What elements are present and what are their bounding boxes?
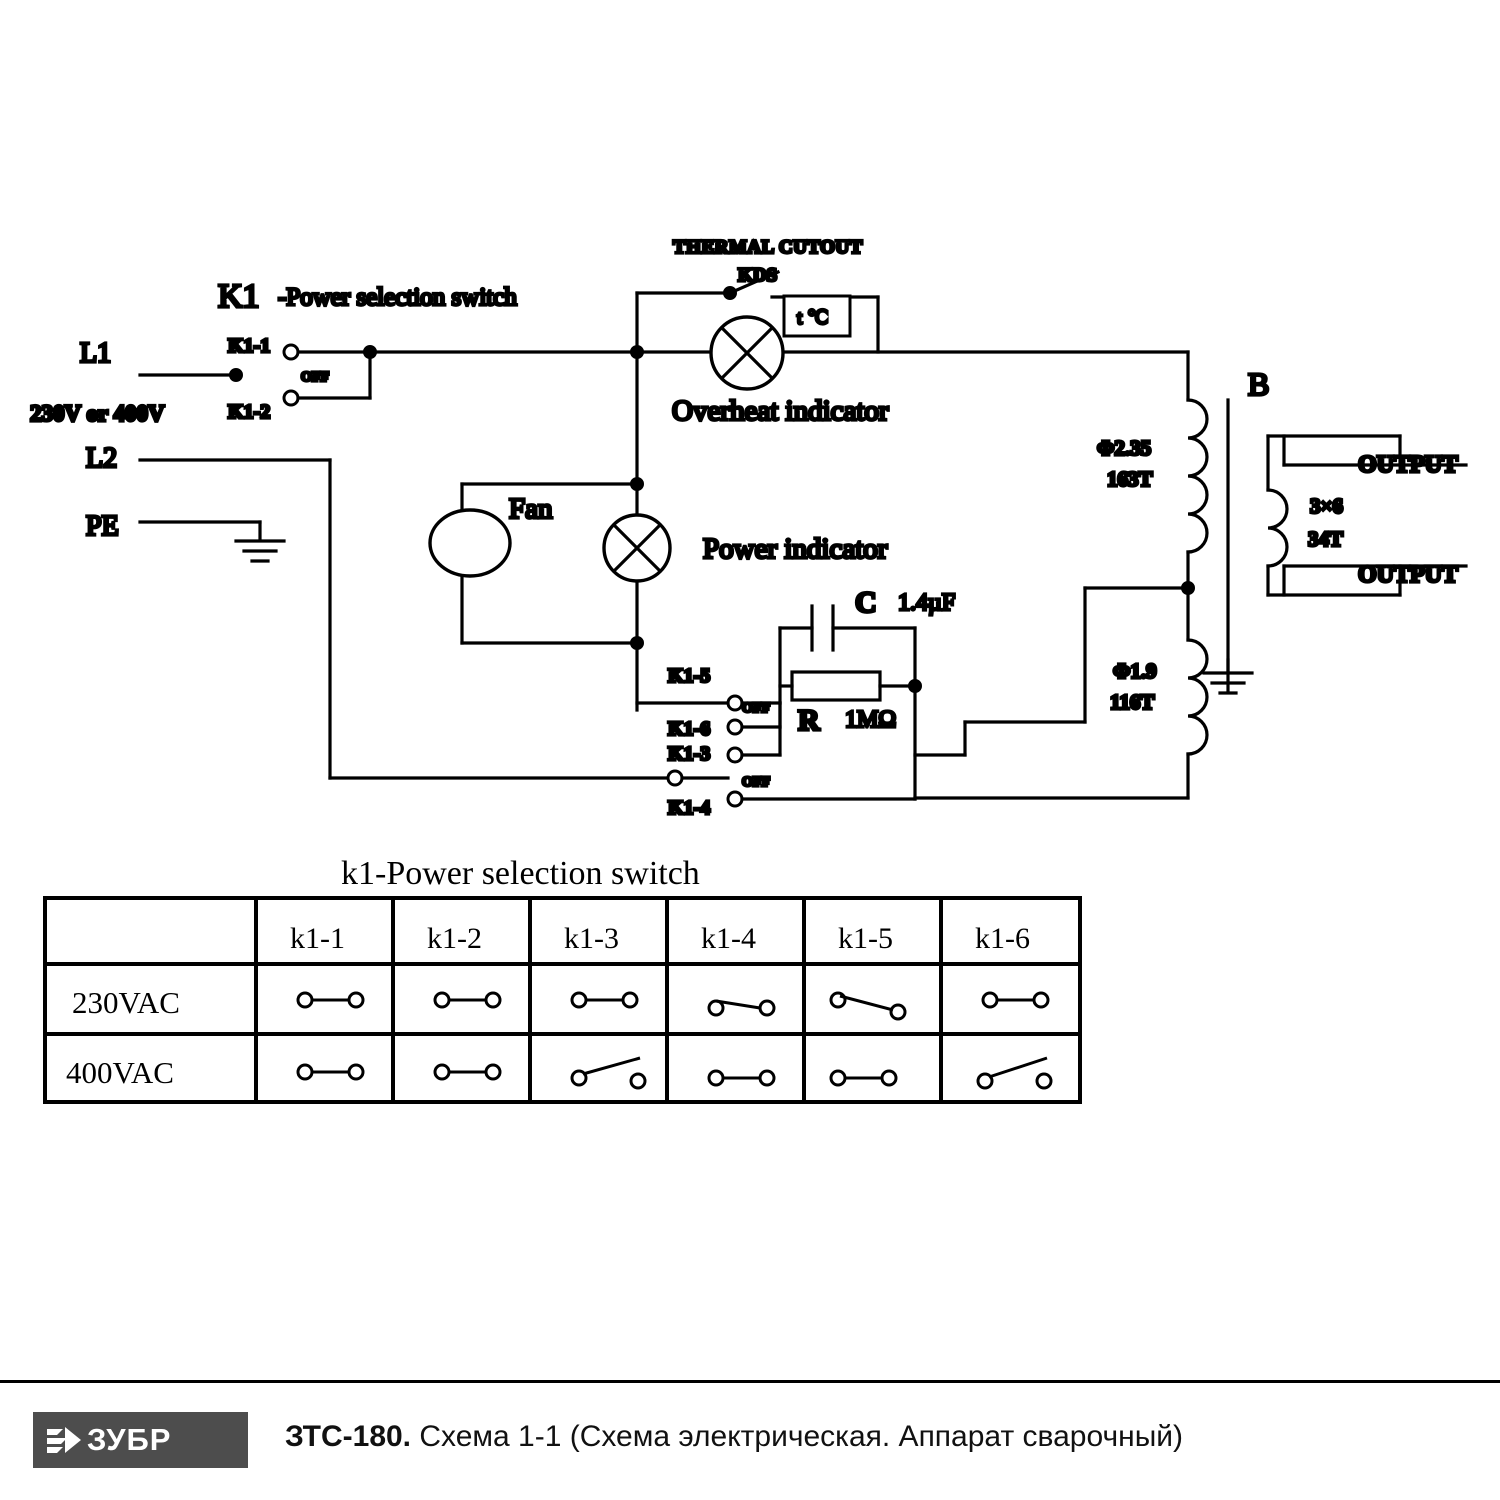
table-row-label-230: 230VAC bbox=[72, 985, 180, 1020]
label-transformer: B bbox=[1248, 366, 1270, 402]
label-secondary-wire: 3×6 bbox=[1310, 494, 1343, 518]
table-col-k1-1: k1-1 bbox=[290, 922, 345, 955]
label-supply: 230V or 400V bbox=[30, 401, 165, 426]
label-fan: Fan bbox=[509, 493, 553, 525]
footer-model: ЗТС-180. bbox=[285, 1420, 412, 1453]
table-col-k1-3: k1-3 bbox=[564, 922, 619, 955]
label-output-top: OUTPUT bbox=[1358, 452, 1459, 478]
switch-table bbox=[45, 855, 1080, 1102]
table-row-label-400: 400VAC bbox=[66, 1055, 174, 1090]
label-overheat-indicator: Overheat indicator bbox=[672, 395, 889, 427]
table-title: k1-Power selection switch bbox=[341, 855, 700, 892]
brand-name: ЗУБР bbox=[87, 1422, 172, 1457]
table-col-k1-2: k1-2 bbox=[427, 922, 482, 955]
label-k1-5: K1-5 bbox=[668, 665, 711, 687]
label-winding1-turns: 163T bbox=[1107, 467, 1153, 491]
k1-title-sub: -Power selection switch bbox=[278, 284, 517, 311]
label-off-1: OFF bbox=[301, 370, 329, 385]
footer-divider bbox=[0, 1380, 1500, 1383]
k1-title: K1 bbox=[218, 278, 260, 315]
label-off-3: OFF bbox=[742, 775, 770, 790]
footer-caption-text: Схема 1-1 (Схема электрическая. Аппарат сварочный) bbox=[419, 1420, 1184, 1453]
label-k1-3: K1-3 bbox=[668, 743, 711, 765]
label-winding2-wire: Φ1.9 bbox=[1113, 659, 1157, 683]
footer-caption bbox=[285, 1420, 1183, 1454]
label-k1-4: K1-4 bbox=[668, 797, 711, 819]
label-output-bottom: OUTPUT bbox=[1358, 562, 1459, 588]
label-capacitor-value: 1.4µF bbox=[898, 590, 956, 616]
label-secondary-turns: 34T bbox=[1308, 527, 1344, 551]
label-winding2-turns: 116T bbox=[1110, 690, 1155, 714]
label-l1: L1 bbox=[80, 338, 112, 369]
label-capacitor: C bbox=[855, 586, 877, 619]
label-thermal-cutout: THERMAL CUTOUT bbox=[673, 237, 863, 258]
table-col-k1-4: k1-4 bbox=[701, 922, 756, 955]
label-kds: KDS bbox=[738, 265, 778, 286]
table-col-k1-5: k1-5 bbox=[838, 922, 893, 955]
label-resistor: R bbox=[798, 704, 820, 737]
label-resistor-value: 1MΩ bbox=[845, 707, 897, 733]
label-power-indicator: Power indicator bbox=[703, 533, 888, 565]
footer bbox=[0, 1380, 1500, 1500]
label-l2: L2 bbox=[86, 443, 118, 474]
label-k1-6: K1-6 bbox=[668, 718, 711, 740]
label-temp: t ℃ bbox=[797, 308, 829, 329]
label-pe: PE bbox=[86, 511, 119, 542]
brand-logo bbox=[33, 1412, 248, 1468]
label-k1-1: K1-1 bbox=[228, 335, 271, 357]
table-col-k1-6: k1-6 bbox=[975, 922, 1030, 955]
arrow-icon bbox=[47, 1425, 81, 1455]
label-off-2: OFF bbox=[742, 701, 770, 716]
label-k1-2: K1-2 bbox=[228, 401, 271, 423]
label-winding1-wire: Φ2.35 bbox=[1097, 436, 1152, 460]
